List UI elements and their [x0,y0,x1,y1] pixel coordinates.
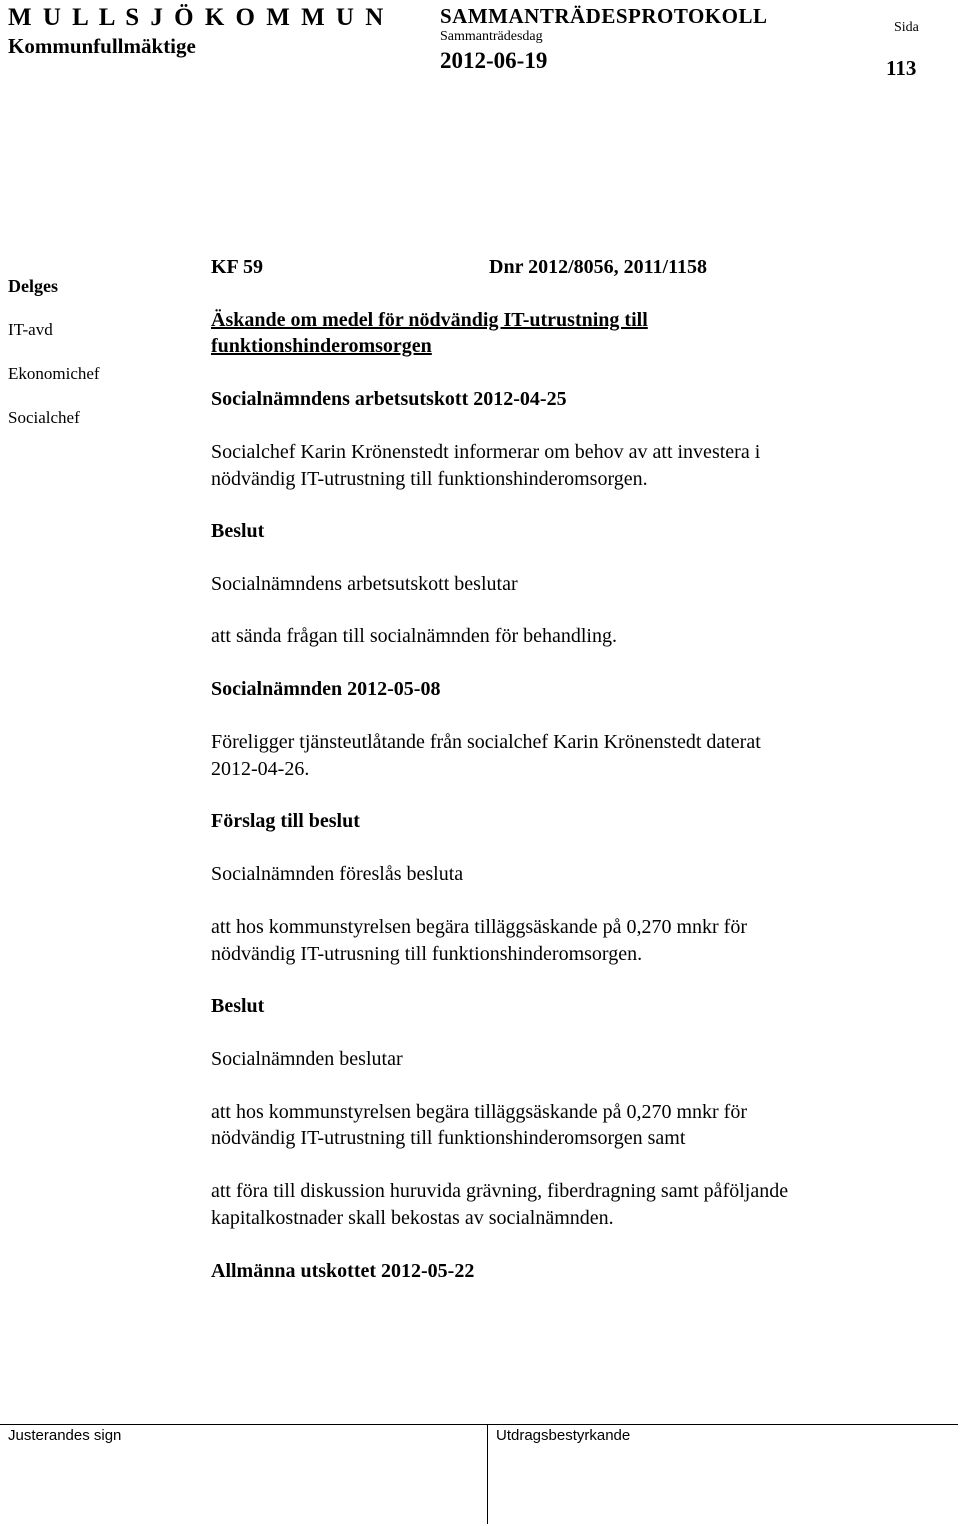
distribution-item: Socialchef [8,408,80,427]
case-dnr: Dnr 2012/8056, 2011/1158 [489,256,707,278]
footer-rule [0,1424,958,1425]
page-number: 113 [886,56,917,80]
body-text-line: Socialnämnden föreslås besluta [211,863,464,885]
body-text-line: Socialnämnden beslutar [211,1048,403,1070]
body-text-line: att föra till diskussion huruvida grävning, fiberdragning samt påföljande [211,1180,789,1202]
body-text-line: nödvändig IT-utrustning till funktionshinderomsorgen. [211,468,648,490]
distribution-item: IT-avd [8,320,53,339]
body-text-line: att sända frågan till socialnämnden för behandling. [211,625,617,647]
section-heading: Allmänna utskottet 2012-05-22 [211,1260,475,1282]
meeting-date-label: Sammanträdesdag [440,29,543,44]
meeting-date-value: 2012-06-19 [440,48,548,73]
body-text-line: Socialnämndens arbetsutskott beslutar [211,573,518,595]
body-text-line: att hos kommunstyrelsen begära tilläggsäskande på 0,270 mnkr för [211,1101,747,1123]
paragraph-number: KF 59 [211,256,264,278]
body-text-line: att hos kommunstyrelsen begära tilläggsäskande på 0,270 mnkr för [211,916,747,938]
case-title-line: Äskande om medel för nödvändig IT-utrustning till [211,309,648,331]
body-text-line: kapitalkostnader skall bekostas av socialnämnden. [211,1207,614,1229]
section-heading: Socialnämndens arbetsutskott 2012-04-25 [211,388,567,410]
decision-heading: Beslut [211,520,265,542]
signature-label: Justerandes sign [8,1427,122,1444]
body-text-line: Socialchef Karin Krönenstedt informerar om behov av att investera i [211,441,761,463]
section-heading: Socialnämnden 2012-05-08 [211,678,441,700]
distribution-title: Delges [8,276,58,296]
footer-divider [487,1424,488,1524]
body-text-line: nödvändig IT-utrusning till funktionshinderomsorgen. [211,943,643,965]
body-name: Kommunfullmäktige [8,34,196,58]
municipality-name: M U L L S J Ö K O M M U N [8,4,386,31]
page-label: Sida [894,20,919,35]
proposal-heading: Förslag till beslut [211,810,360,832]
decision-heading: Beslut [211,995,265,1017]
certification-label: Utdragsbestyrkande [496,1427,631,1444]
distribution-item: Ekonomichef [8,364,100,383]
case-title-line: funktionshinderomsorgen [211,335,432,357]
body-text-line: 2012-04-26. [211,758,310,780]
protocol-title: SAMMANTRÄDESPROTOKOLL [440,4,768,28]
body-text-line: nödvändig IT-utrustning till funktionshinderomsorgen samt [211,1127,686,1149]
body-text-line: Föreligger tjänsteutlåtande från socialchef Karin Krönenstedt daterat [211,731,761,753]
